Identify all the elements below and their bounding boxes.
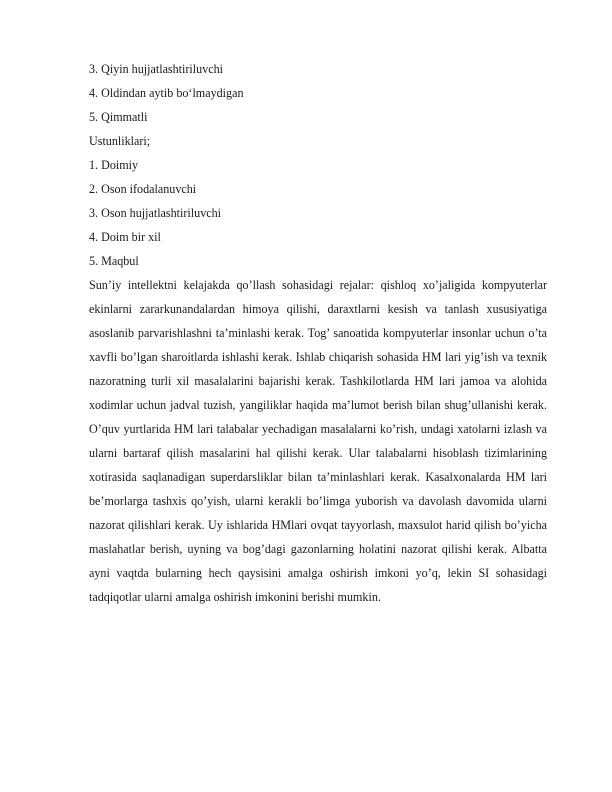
list-item: 2. Oson ifodalanuvchi	[89, 182, 197, 196]
document-body	[89, 57, 547, 609]
list-item: 5. Maqbul	[89, 254, 139, 268]
list-item: 4. Doim bir xil	[89, 230, 161, 244]
body-paragraph: Sun’iy intellektni kelajakda qo’llash sohasidagi rejalar: qishloq xo’jaligida kompyuterlar ekinlarni zararkunandalardan himoya qilishi, daraxtlarni kesish va tanlash xususiyatiga asoslanib parvarishlashni ta’minlashi kerak. Tog’ sanoatida kompyuterlar insonlar uchun o’ta xavfli bo’lgan sharoitlarda ishlashi kerak. Ishlab chiqarish sohasida HM lari yig’ish va texnik nazoratning turli xil masalalarini bajarishi kerak. Tashkilotlarda HM lari jamoa va alohida xodimlar uchun jadval tuzish, yangiliklar haqida ma’lumot berish bilan shug’ullanishi kerak. O’quv yurtlarida HM lari talabalar yechadigan masalalarni ko’rish, undagi xatolarni izlash va ularni bartaraf qilish masalarini hal qilishi kerak. Ular talabalarni hisoblash tizimlarining xotirasida saqlanadigan superdarsliklar bilan ta’minlashlari kerak. Kasalxonalarda HM lari be’morlarga tashxis qo’yish, ularni kerakli bo’limga yuborish va davolash davomida ularni nazorat qilishlari kerak. Uy ishlarida HMlari ovqat tayyorlash, maxsulot harid qilish bo’yicha maslahatlar berish, uyning va bog’dagi gazonlarning holatini nazorat qilishi kerak. Albatta ayni vaqtda bularning hech qaysisini amalga oshirish imkoni yo’q, lekin SI sohasidagi tadqiqotlar ularni amalga oshirish imkonini berishi mumkin.	[89, 278, 547, 604]
list-item: 3. Qiyin hujjatlashtiriluvchi	[89, 62, 224, 76]
disadvantages-list-continued	[89, 57, 547, 129]
advantages-list	[89, 153, 547, 273]
list-item: 5. Qimmatli	[89, 110, 148, 124]
list-item: 3. Oson hujjatlashtiriluvchi	[89, 206, 222, 220]
list-item: 1. Doimiy	[89, 158, 139, 172]
list-item: 4. Oldindan aytib bo‘lmaydigan	[89, 86, 244, 100]
advantages-heading: Ustunliklari;	[89, 134, 151, 148]
